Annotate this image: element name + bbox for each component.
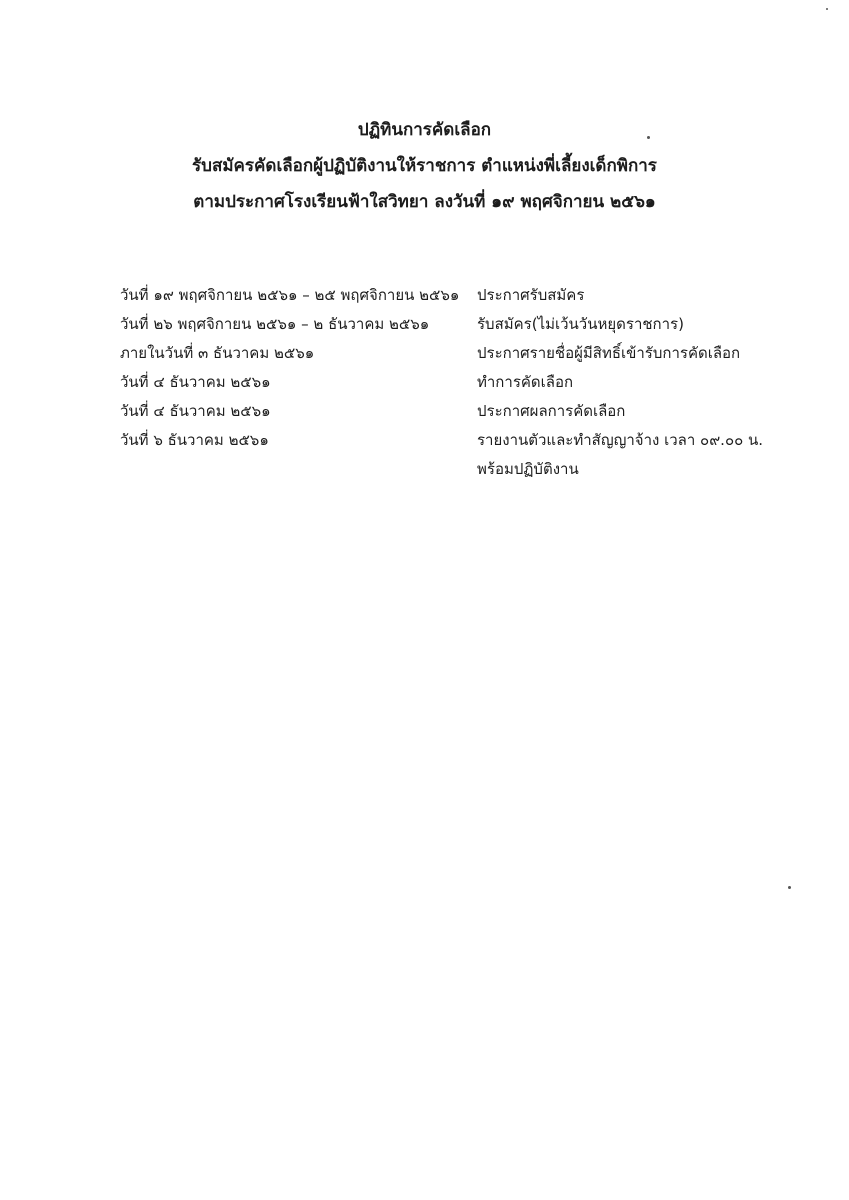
schedule-event-text: ประกาศรับสมัคร <box>477 286 585 304</box>
schedule-row <box>120 368 800 397</box>
schedule-event-text: ทำการคัดเลือก <box>477 373 574 391</box>
schedule-event-text: ประกาศรายชื่อผู้มีสิทธิ์เข้ารับการคัดเลือก <box>477 344 741 362</box>
schedule-event <box>477 397 800 426</box>
schedule-date: วันที่ ๔ ธันวาคม ๒๕๖๑ <box>120 402 271 420</box>
schedule-row <box>120 310 800 339</box>
schedule-event-text: รายงานตัวและทำสัญญาจ้าง เวลา ๐๙.๐๐ น. <box>477 431 764 449</box>
schedule-date: วันที่ ๔ ธันวาคม ๒๕๖๑ <box>120 373 271 391</box>
schedule-date: วันที่ ๑๙ พฤศจิกายน ๒๕๖๑ – ๒๕ พฤศจิกายน ๒๕๖๑ <box>120 286 460 304</box>
schedule-date: วันที่ ๖ ธันวาคม ๒๕๖๑ <box>120 431 269 449</box>
title-line-subject: รับสมัครคัดเลือกผู้ปฏิบัติงานให้ราชการ ตำแหน่งพี่เลี้ยงเด็กพิการ <box>192 156 657 176</box>
schedule-row <box>120 426 800 484</box>
title-line-reference: ตามประกาศโรงเรียนฟ้าใสวิทยา ลงวันที่ ๑๙ พฤศจิกายน ๒๕๖๑ <box>193 192 656 212</box>
schedule-event-text-continued: พร้อมปฏิบัติงาน <box>477 460 579 478</box>
scan-speck <box>826 8 828 10</box>
schedule-row <box>120 281 800 310</box>
schedule-event <box>477 368 800 397</box>
scan-speck <box>788 886 791 889</box>
schedule-event <box>477 426 800 484</box>
schedule-row <box>120 397 800 426</box>
scan-speck <box>647 136 650 139</box>
schedule-event-text: ประกาศผลการคัดเลือก <box>477 402 626 420</box>
schedule-event <box>477 339 800 368</box>
schedule-event <box>477 310 800 339</box>
schedule-event <box>477 281 800 310</box>
schedule-date: ภายในวันที่ ๓ ธันวาคม ๒๕๖๑ <box>120 344 315 362</box>
schedule-event-text: รับสมัคร(ไม่เว้นวันหยุดราชการ) <box>477 315 684 333</box>
title-line-heading: ปฏิทินการคัดเลือก <box>357 120 492 140</box>
schedule-table <box>120 281 800 484</box>
document-title <box>0 112 849 220</box>
schedule-row <box>120 339 800 368</box>
schedule-date: วันที่ ๒๖ พฤศจิกายน ๒๕๖๑ – ๒ ธันวาคม ๒๕๖๑ <box>120 315 430 333</box>
